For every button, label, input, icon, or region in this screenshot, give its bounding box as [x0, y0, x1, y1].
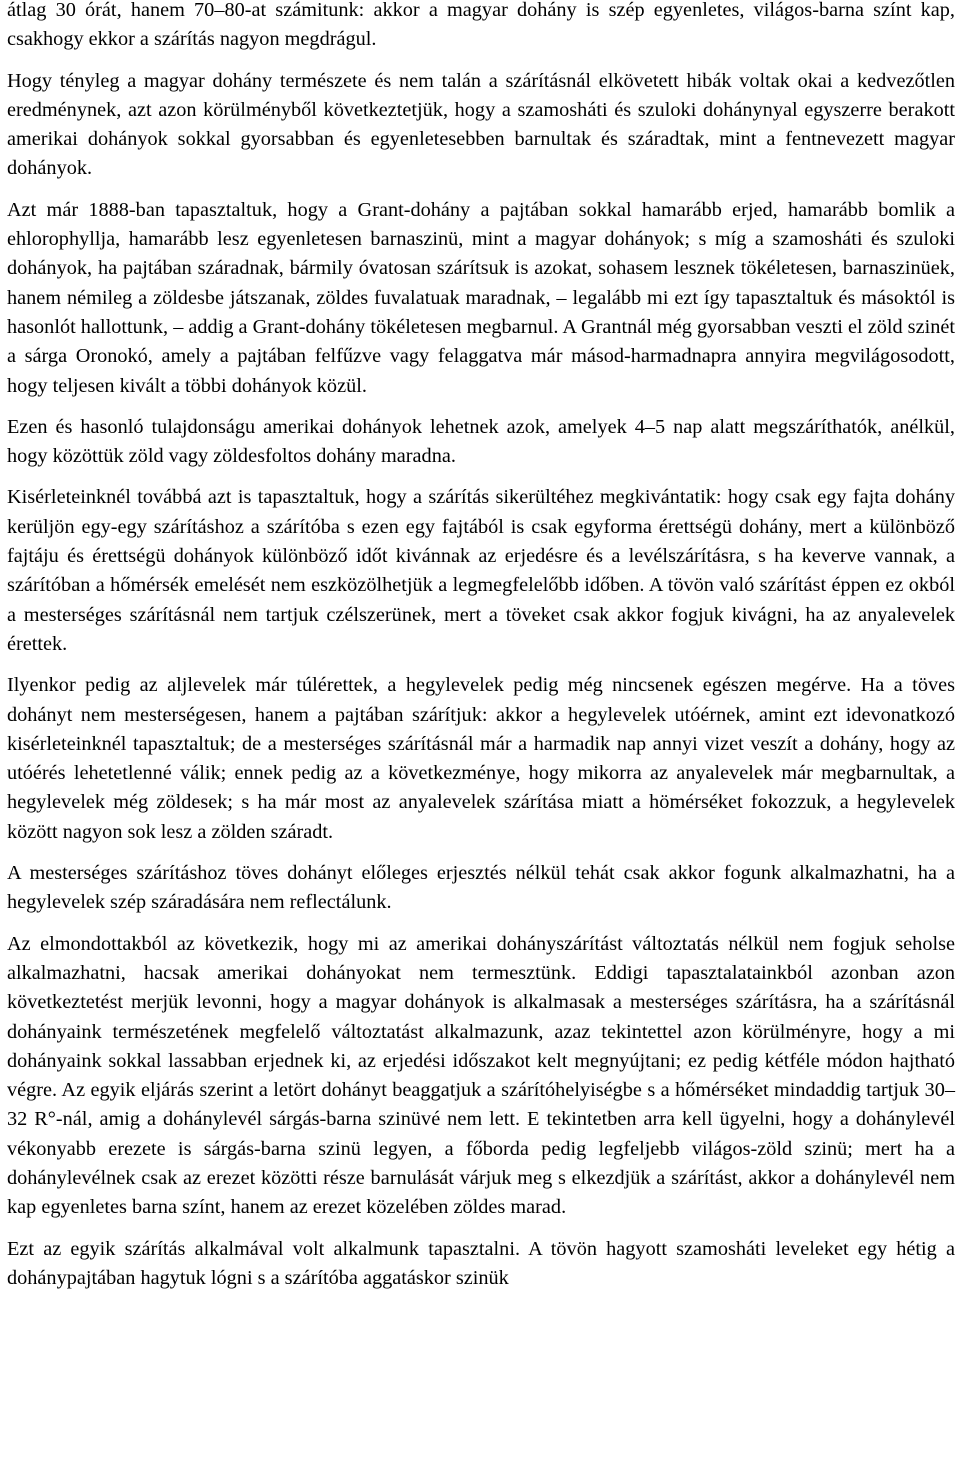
paragraph-6: Ilyenkor pedig az aljlevelek már túlérettek, a hegylevelek pedig még nincsenek egészen megérve. Ha a töves dohányt nem mesterségesen, hanem a pajtában szárítjuk: akkor a hegylevelek utóérnek, amint ezt idevonatkozó kisérleteinknél tapasztaltuk; de a mesterséges szárításnál már a harmadik nap annyi vizet veszít a dohány, hogy az utóérés lehetetlenné válik; ennek pedig az a következménye, hogy mikorra az anyalevelek már megbarnultak, a hegylevelek még zöldesek; s ha már most az anyalevelek szárítása miatt a hömérséket fokozzuk, a hegylevelek között nagyon sok lesz a zölden száradt.	[7, 674, 955, 843]
document-page	[7, 0, 955, 1305]
paragraph-2: Hogy tényleg a magyar dohány természete és nem talán a szárításnál elkövetett hibák voltak okai a kedvezőtlen eredménynek, azt azon körülményből következtetjük, hogy a szamosháti és szuloki dohánynyal egyszerre berakott amerikai dohányok sokkal gyorsabban és egyenletesebben barnultak és száradtak, mint a fentnevezett magyar dohányok.	[7, 69, 955, 180]
paragraph-1: átlag 30 órát, hanem 70–80-at számitunk: akkor a magyar dohány is szép egyenletes, világos-barna színt kap, csakhogy ekkor a szárítás nagyon megdrágul.	[7, 0, 955, 51]
paragraph-8: Az elmondottakból az következik, hogy mi az amerikai dohányszárítást változtatás nélkül nem fogjuk seholse alkalmazhatni, hacsak amerikai dohányokat nem termesztünk. Eddigi tapasztalatainkból azonban azon következtetést merjük levonni, hogy a magyar dohányok is alkalmasak a mesterséges szárításra, ha a szárításnál dohányaink természetének megfelelő változtatást alkalmazunk, azaz tekintettel azon körülményre, hogy a mi dohányaink sokkal lassabban erjednek ki, az erjedési időszakot kelt megnyújtani; ez pedig kétféle módon hajtható végre. Az egyik eljárás szerint a letört dohányt beaggatjuk a szárítóhelyiségbe s a hőmérséket mindaddig tartjuk 30–32 R°-nál, amig a dohánylevél sárgás-barna szinüvé nem lett. E tekintetben arra kell ügyelni, hogy a dohánylevél vékonyabb erezete is sárgás-barna szinü legyen, a főborda pedig legfeljebb világos-zöld szinü; mert ha a dohánylevélnek csak az erezet közötti része barnulását várjuk meg s elkezdjük a szárítást, akkor a dohánylevél nem kap egyenletes barna színt, hanem az erezet közelében zöldes marad.	[7, 932, 955, 1219]
paragraph-5: Kisérleteinknél továbbá azt is tapasztaltuk, hogy a szárítás sikerültéhez megkivántatik: hogy csak egy fajta dohány kerüljön egy-egy szárításhoz a szárítóba s ezen egy fajtából is csak egyforma érettségü dohány, mert a különböző fajtáju és érettségü dohányok különböző időt kivánnak az erjedésre és a levélszárításra, s ha keverve vannak, a szárítóban a hőmérsék emelését nem eszközölhetjük a legmegfelelőbb időben. A tövön való szárítást éppen ez okból a mesterséges szárításnál nem tartjuk czélszerünek, mert a töveket csak akkor fogjuk kivágni, ha az anyalevelek érettek.	[7, 486, 955, 655]
paragraph-9: Ezt az egyik szárítás alkalmával volt alkalmunk tapasztalni. A tövön hagyott szamosháti leveleket egy hétig a dohánypajtában hagytuk lógni s a szárítóba aggatáskor szinük	[7, 1237, 955, 1289]
paragraph-4: Ezen és hasonló tulajdonságu amerikai dohányok lehetnek azok, amelyek 4–5 nap alatt megszáríthatók, anélkül, hogy közöttük zöld vagy zöldesfoltos dohány maradna.	[7, 415, 955, 468]
paragraph-7: A mesterséges szárításhoz töves dohányt előleges erjesztés nélkül tehát csak akkor fogunk alkalmazhatni, ha a hegylevelek szép száradására nem reflectálunk.	[7, 862, 955, 914]
paragraph-3: Azt már 1888-ban tapasztaltuk, hogy a Grant-dohány a pajtában sokkal hamarább erjed, hamarább bomlik a ehlorophyllja, hamarább lesz egyenletesen barnaszinü, mint a magyar dohányok; s míg a szamosháti és szuloki dohányok, ha pajtában száradnak, bármily óvatosan szárítsuk is azokat, sohasem lesznek tökéletesen, barnaszinüek, hanem némileg a zöldesbe játszanak, zöldes fuvalatuak maradnak, – legalább mi ezt így tapasztaltuk és másoktól is hasonlót hallottunk, – addig a Grant-dohány tökéletesen megbarnul. A Grantnál még gyorsabban veszti el zöld szinét a sárga Oronokó, amely a pajtában felfűzve vagy felaggatva már másod-harmadnapra annyira megvilágosodott, hogy teljesen kivált a többi dohányok közül.	[7, 198, 955, 397]
